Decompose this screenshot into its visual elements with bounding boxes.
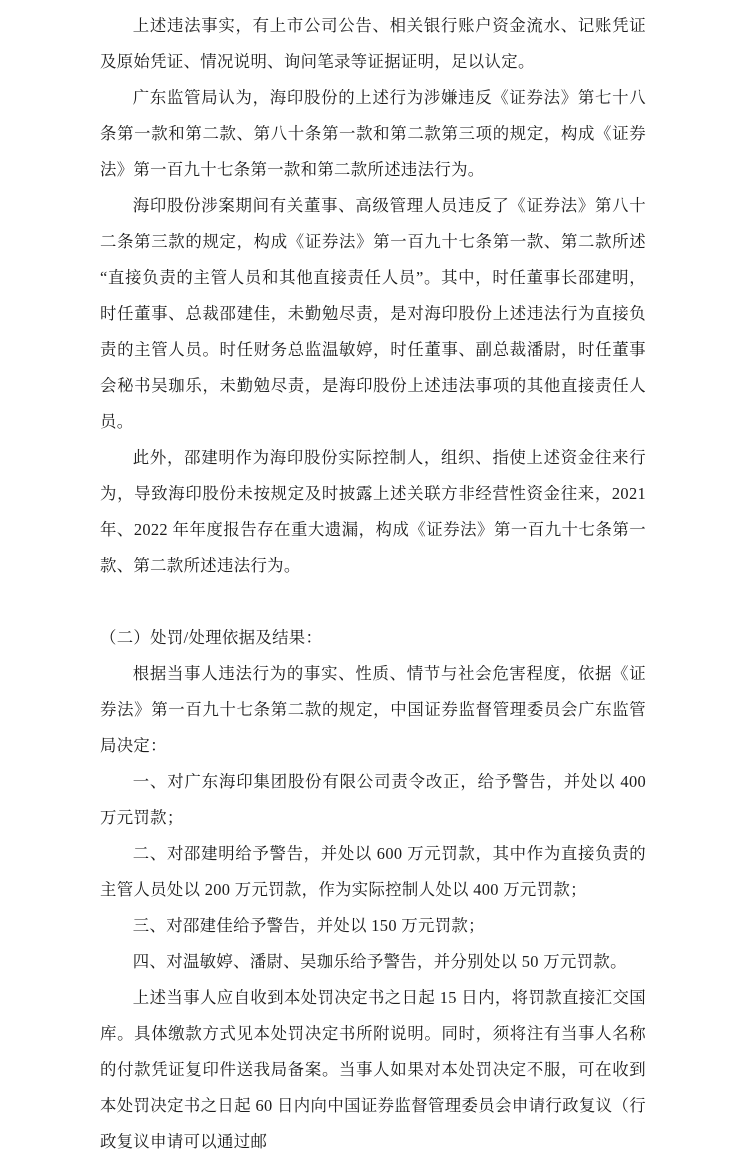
paragraph-spacer (100, 584, 646, 620)
paragraph-payment-and-appeal: 上述当事人应自收到本处罚决定书之日起 15 日内，将罚款直接汇交国库。具体缴款方式见本处罚决定书所附说明。同时，须将注有当事人名称的付款凭证复印件送我局备案。当事人如果对本处罚决定不服，可在收到本处罚决定书之日起 60 日内向中国证券监督管理委员会申请行政复议（行政复议申请可以通过邮 (100, 988, 646, 1151)
paragraph-actual-controller: 此外，邵建明作为海印股份实际控制人，组织、指使上述资金往来行为，导致海印股份未按规定及时披露上述关联方非经营性资金往来，2021 年、2022 年年度报告存在重大遗漏，构成《证券法》第一百九十七条第一款、第二款所述违法行为。 (100, 448, 646, 575)
penalty-item-1: 一、对广东海印集团股份有限公司责令改正，给予警告，并处以 400 万元罚款； (100, 772, 646, 827)
penalty-item-4: 四、对温敏婷、潘尉、吴珈乐给予警告，并分别处以 50 万元罚款。 (132, 952, 627, 971)
paragraph-evidence-findings: 上述违法事实，有上市公司公告、相关银行账户资金流水、记账凭证及原始凭证、情况说明、询问笔录等证据证明，足以认定。 (100, 16, 646, 71)
paragraph-responsible-persons: 海印股份涉案期间有关董事、高级管理人员违反了《证券法》第八十二条第三款的规定，构成《证券法》第一百九十七条第一款、第二款所述“直接负责的主管人员和其他直接责任人员”。其中，时任董事长邵建明，时任董事、总裁邵建佳，未勤勉尽责，是对海印股份上述违法行为直接负责的主管人员。时任财务总监温敏婷，时任董事、副总裁潘尉，时任董事会秘书吴珈乐，未勤勉尽责，是海印股份上述违法事项的其他直接责任人员。 (100, 196, 646, 431)
penalty-item-2: 二、对邵建明给予警告，并处以 600 万元罚款，其中作为直接负责的主管人员处以 200 万元罚款，作为实际控制人处以 400 万元罚款； (100, 844, 646, 899)
paragraph-decision-basis: 根据当事人违法行为的事实、性质、情节与社会危害程度，依据《证券法》第一百九十七条第二款的规定，中国证券监督管理委员会广东监管局决定： (100, 664, 646, 755)
paragraph-guangdong-bureau-opinion: 广东监管局认为，海印股份的上述行为涉嫌违反《证券法》第七十八条第一款和第二款、第八十条第一款和第二款第三项的规定，构成《证券法》第一百九十七条第一款和第二款所述违法行为。 (100, 88, 646, 179)
penalty-item-3: 三、对邵建佳给予警告，并处以 150 万元罚款； (132, 916, 485, 935)
document-body-column (100, 8, 646, 1160)
section-heading-penalty-basis: （二）处罚/处理依据及结果： (100, 628, 323, 647)
